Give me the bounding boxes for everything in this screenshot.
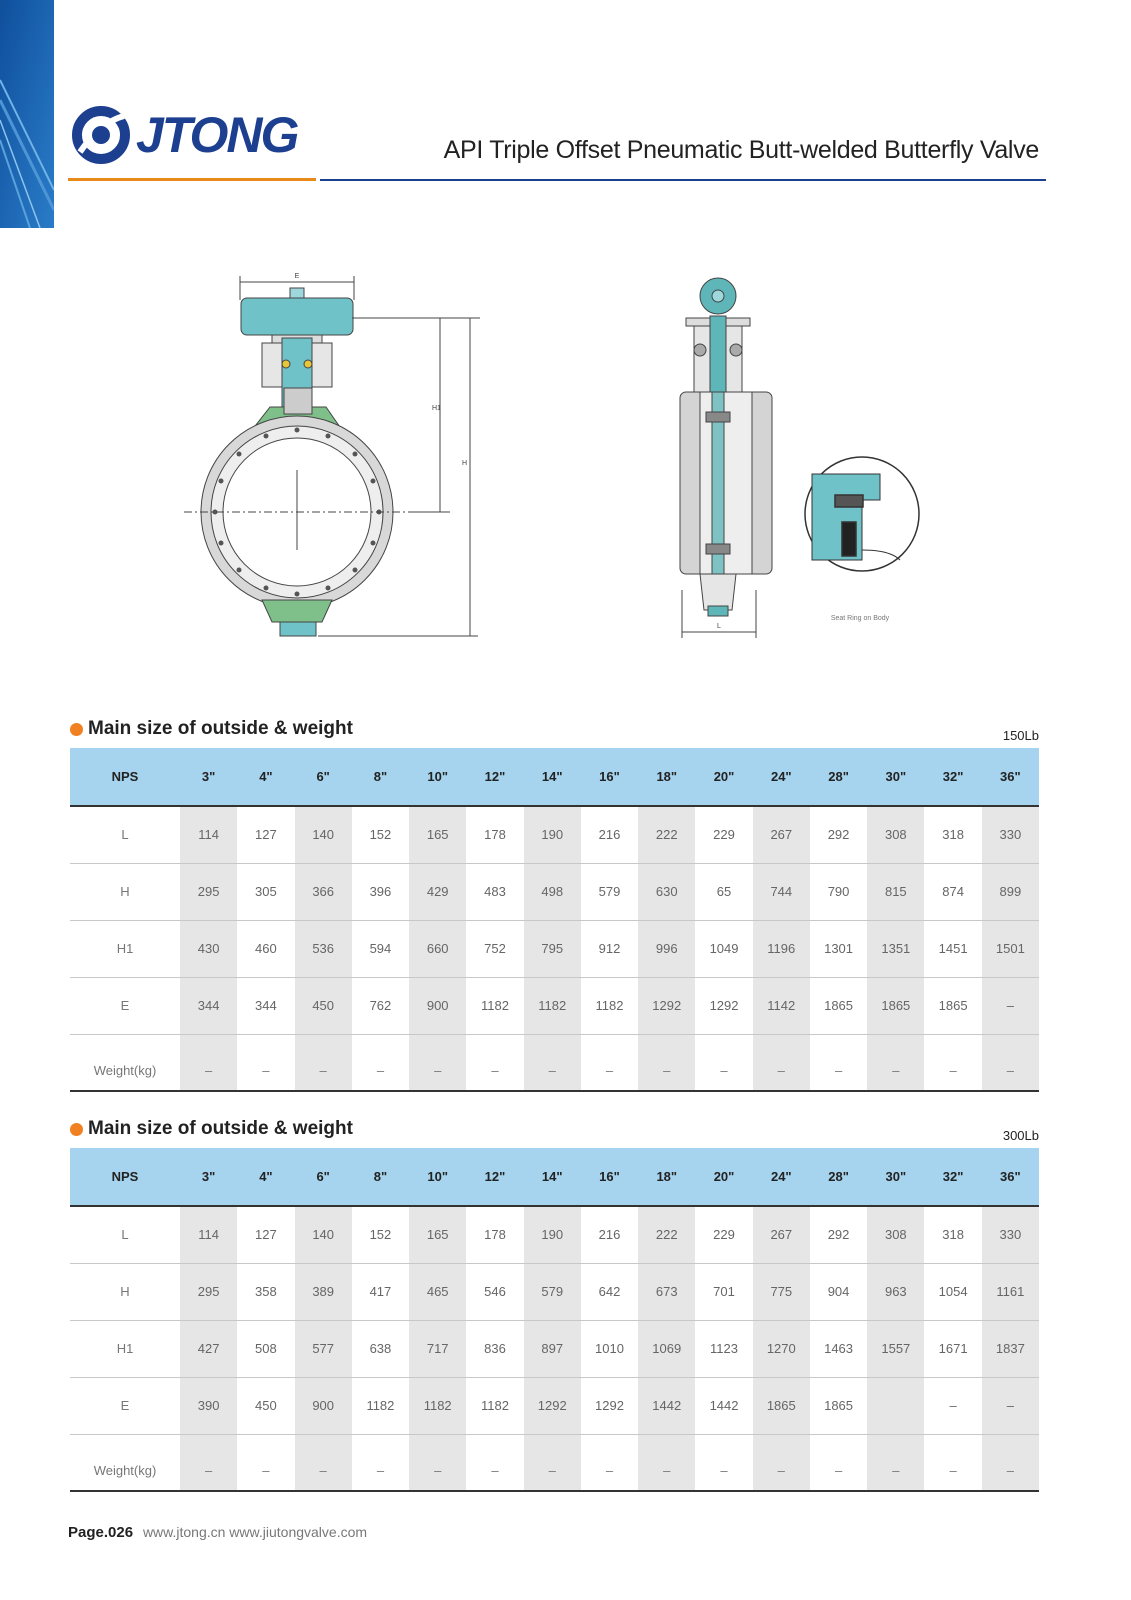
table-cell: 1292 bbox=[524, 1377, 581, 1434]
table-cell: 904 bbox=[827, 1284, 850, 1299]
detail-caption: Seat Ring on Body bbox=[830, 615, 890, 622]
table-cell: – bbox=[638, 1434, 695, 1491]
table-cell: 717 bbox=[409, 1320, 466, 1377]
table-cell: – bbox=[753, 1434, 810, 1491]
table-cell: – bbox=[867, 1034, 924, 1091]
table-cell: 165 bbox=[409, 1206, 466, 1263]
table-cell: 1182 bbox=[480, 1398, 509, 1413]
table-cell: 1301 bbox=[824, 941, 854, 956]
table-cell: – bbox=[949, 1063, 957, 1078]
nps-header: NPS bbox=[70, 1148, 180, 1206]
table-cell: 579 bbox=[598, 884, 621, 899]
table-cell: – bbox=[409, 1434, 466, 1491]
dim-e-label: E bbox=[294, 273, 300, 280]
table-cell: 190 bbox=[524, 806, 581, 863]
size-column-header: 12" bbox=[466, 748, 523, 806]
table-cell: 836 bbox=[484, 1341, 506, 1356]
page-footer bbox=[68, 1524, 367, 1541]
table-cell: 579 bbox=[524, 1263, 581, 1320]
table-cell: – bbox=[720, 1063, 728, 1078]
table-cell: 900 bbox=[295, 1377, 352, 1434]
size-column-header: 6" bbox=[295, 1148, 352, 1206]
row-label: L bbox=[70, 1206, 180, 1263]
table-cell: 1451 bbox=[938, 941, 968, 956]
table-cell: 673 bbox=[638, 1263, 695, 1320]
table-cell: 897 bbox=[524, 1320, 581, 1377]
table-row bbox=[70, 863, 1039, 920]
table-cell: – bbox=[982, 1034, 1039, 1091]
table-cell: 744 bbox=[753, 863, 810, 920]
table-cell: 1837 bbox=[982, 1320, 1039, 1377]
table-cell: – bbox=[524, 1434, 581, 1491]
table-cell: – bbox=[180, 1034, 237, 1091]
table-cell: 292 bbox=[827, 1227, 850, 1243]
row-label: H1 bbox=[70, 920, 180, 977]
table-cell: 508 bbox=[255, 1341, 277, 1356]
table-row bbox=[70, 1377, 1039, 1434]
table-cell: 1161 bbox=[982, 1263, 1039, 1320]
table-cell: 701 bbox=[713, 1284, 735, 1299]
table-cell: 1463 bbox=[824, 1341, 854, 1356]
table-cell: 165 bbox=[409, 806, 466, 863]
table-cell: 1049 bbox=[709, 941, 739, 956]
table-cell: – bbox=[180, 1434, 237, 1491]
table-cell: 318 bbox=[942, 827, 964, 843]
table-cell: 295 bbox=[180, 1263, 237, 1320]
table-cell: – bbox=[982, 1434, 1039, 1491]
table-cell: 1196 bbox=[753, 920, 810, 977]
table-cell: 267 bbox=[753, 806, 810, 863]
table-cell: 1182 bbox=[524, 977, 581, 1034]
size-column-header: 30" bbox=[867, 1148, 924, 1206]
table-cell: 216 bbox=[598, 1227, 621, 1243]
bullet-dot-icon bbox=[70, 1123, 83, 1136]
size-column-header: 28" bbox=[810, 1148, 867, 1206]
table-cell: – bbox=[982, 977, 1039, 1034]
dim-h1-label: H1 bbox=[432, 405, 441, 412]
table-cell: 630 bbox=[638, 863, 695, 920]
table-cell: 1865 bbox=[867, 977, 924, 1034]
table-cell: – bbox=[376, 1463, 385, 1478]
section-title-150: Main size of outside & weight bbox=[70, 718, 353, 740]
table-cell: 594 bbox=[369, 941, 392, 956]
size-column-header: 36" bbox=[982, 748, 1039, 806]
table-cell: 140 bbox=[295, 1206, 352, 1263]
table-row bbox=[70, 977, 1039, 1034]
footer-urls: www.jtong.cn www.jiutongvalve.com bbox=[142, 1524, 368, 1540]
table-cell: 417 bbox=[369, 1284, 392, 1299]
rating-300: 300Lb bbox=[1002, 1128, 1039, 1143]
table-row bbox=[70, 1434, 1039, 1491]
spec-table-300lb bbox=[70, 1148, 1039, 1492]
size-column-header: 24" bbox=[753, 1148, 810, 1206]
size-column-header: 6" bbox=[295, 748, 352, 806]
table-cell: 1123 bbox=[710, 1341, 738, 1356]
table-cell: – bbox=[982, 1377, 1039, 1434]
table-cell: 1182 bbox=[409, 1377, 466, 1434]
table-cell: 308 bbox=[867, 806, 924, 863]
table-cell: 140 bbox=[295, 806, 352, 863]
row-label: Weight(kg) bbox=[70, 1034, 180, 1091]
table-cell: 638 bbox=[369, 1341, 392, 1356]
table-cell: 900 bbox=[409, 977, 466, 1034]
table-cell: 874 bbox=[942, 884, 964, 899]
table-cell: – bbox=[491, 1463, 499, 1478]
table-cell: 229 bbox=[713, 1227, 735, 1243]
table-row bbox=[70, 1263, 1039, 1320]
table-cell: 460 bbox=[255, 941, 277, 956]
section-title-300: Main size of outside & weight bbox=[70, 1118, 353, 1140]
size-column-header: 28" bbox=[810, 748, 867, 806]
table-row bbox=[70, 920, 1039, 977]
table-cell: 330 bbox=[982, 806, 1039, 863]
table-cell: 430 bbox=[180, 920, 237, 977]
row-label: Weight(kg) bbox=[70, 1434, 180, 1491]
table-cell: – bbox=[409, 1034, 466, 1091]
table-cell: 483 bbox=[484, 884, 506, 899]
table-cell: – bbox=[491, 1063, 499, 1078]
size-column-header: 14" bbox=[524, 748, 581, 806]
table-cell: 1270 bbox=[753, 1320, 810, 1377]
table-cell: – bbox=[295, 1434, 352, 1491]
table-cell: 660 bbox=[409, 920, 466, 977]
size-column-header: 16" bbox=[581, 1148, 638, 1206]
table-cell: 1054 bbox=[938, 1284, 968, 1299]
size-column-header: 32" bbox=[924, 748, 981, 806]
table-cell: 65 bbox=[716, 884, 732, 899]
table-cell: 450 bbox=[255, 1398, 277, 1413]
table-cell: – bbox=[262, 1463, 270, 1478]
table-cell: 1671 bbox=[938, 1341, 968, 1356]
table-cell: 305 bbox=[255, 884, 277, 899]
size-column-header: 3" bbox=[180, 1148, 237, 1206]
size-column-header: 8" bbox=[352, 1148, 409, 1206]
table-cell: 318 bbox=[942, 1227, 964, 1243]
table-cell: – bbox=[834, 1463, 843, 1478]
corner-decoration bbox=[0, 0, 54, 228]
table-cell: 178 bbox=[484, 827, 506, 843]
nps-header: NPS bbox=[70, 748, 180, 806]
size-column-header: 32" bbox=[924, 1148, 981, 1206]
table-cell: – bbox=[638, 1034, 695, 1091]
table-cell: 963 bbox=[867, 1263, 924, 1320]
size-column-header: 10" bbox=[409, 748, 466, 806]
front-view bbox=[184, 276, 480, 636]
table-cell: – bbox=[867, 1434, 924, 1491]
table-cell: 577 bbox=[295, 1320, 352, 1377]
table-cell: 1557 bbox=[867, 1320, 924, 1377]
table-cell bbox=[867, 1377, 924, 1434]
size-column-header: 20" bbox=[695, 1148, 752, 1206]
table-cell: 546 bbox=[484, 1284, 506, 1299]
size-column-header: 3" bbox=[180, 748, 237, 806]
table-cell: – bbox=[720, 1463, 728, 1478]
table-cell: 427 bbox=[180, 1320, 237, 1377]
table-cell: 344 bbox=[180, 977, 237, 1034]
table-cell: 1865 bbox=[753, 1377, 810, 1434]
table-cell: 366 bbox=[295, 863, 352, 920]
page-number: Page.026 bbox=[68, 1524, 134, 1541]
table-cell: 790 bbox=[827, 884, 850, 899]
size-column-header: 18" bbox=[638, 748, 695, 806]
table-cell: 330 bbox=[982, 1206, 1039, 1263]
size-column-header: 16" bbox=[581, 748, 638, 806]
brand-name: JTONG bbox=[136, 107, 298, 163]
table-cell: 114 bbox=[180, 1206, 237, 1263]
table-cell: 152 bbox=[369, 1227, 392, 1243]
size-column-header: 14" bbox=[524, 1148, 581, 1206]
table-cell: 178 bbox=[484, 1227, 506, 1243]
row-label: H1 bbox=[70, 1320, 180, 1377]
table-cell: 308 bbox=[867, 1206, 924, 1263]
dim-h-label: H bbox=[462, 460, 468, 467]
table-cell: 642 bbox=[598, 1284, 621, 1299]
table-cell: – bbox=[262, 1063, 270, 1078]
size-column-header: 4" bbox=[237, 748, 294, 806]
table-cell: 152 bbox=[369, 827, 392, 843]
table-cell: 127 bbox=[255, 827, 277, 843]
table-cell: 358 bbox=[255, 1284, 277, 1299]
table-cell: – bbox=[524, 1034, 581, 1091]
table-cell: 1865 bbox=[824, 998, 854, 1013]
size-column-header: 36" bbox=[982, 1148, 1039, 1206]
table-cell: 1142 bbox=[753, 977, 810, 1034]
table-cell: 1865 bbox=[938, 998, 968, 1013]
row-label: H bbox=[70, 1263, 180, 1320]
table-cell: 1010 bbox=[595, 1341, 624, 1356]
table-cell: 389 bbox=[295, 1263, 352, 1320]
size-column-header: 8" bbox=[352, 748, 409, 806]
table-cell: 775 bbox=[753, 1263, 810, 1320]
table-cell: 222 bbox=[638, 1206, 695, 1263]
table-cell: 1182 bbox=[595, 998, 624, 1013]
table-cell: 127 bbox=[255, 1227, 277, 1243]
table-cell: 1292 bbox=[709, 998, 739, 1013]
table-cell: 912 bbox=[598, 941, 621, 956]
size-column-header: 12" bbox=[466, 1148, 523, 1206]
size-column-header: 18" bbox=[638, 1148, 695, 1206]
table-cell: – bbox=[834, 1063, 843, 1078]
table-cell: 229 bbox=[713, 827, 735, 843]
table-cell: 1182 bbox=[480, 998, 509, 1013]
table-cell: 1292 bbox=[595, 1398, 624, 1413]
table-cell: 1351 bbox=[867, 920, 924, 977]
table-cell: 465 bbox=[409, 1263, 466, 1320]
table-cell: 1865 bbox=[824, 1398, 854, 1413]
table-row bbox=[70, 1320, 1039, 1377]
table-cell: – bbox=[949, 1463, 957, 1478]
table-cell: 292 bbox=[827, 827, 850, 843]
table-cell: 762 bbox=[369, 998, 392, 1013]
table-cell: 390 bbox=[180, 1377, 237, 1434]
table-cell: 815 bbox=[867, 863, 924, 920]
size-column-header: 24" bbox=[753, 748, 810, 806]
table-cell: 344 bbox=[255, 998, 277, 1013]
table-cell: 899 bbox=[982, 863, 1039, 920]
table-cell: 1442 bbox=[709, 1398, 739, 1413]
table-cell: 1182 bbox=[366, 1398, 395, 1413]
dim-l-label: L bbox=[717, 623, 721, 630]
row-label: E bbox=[70, 1377, 180, 1434]
seat-detail bbox=[805, 457, 919, 571]
header-rule bbox=[320, 179, 1046, 181]
table-cell: 752 bbox=[484, 941, 506, 956]
table-cell: 222 bbox=[638, 806, 695, 863]
table-row bbox=[70, 1034, 1039, 1091]
table-cell: 450 bbox=[295, 977, 352, 1034]
size-column-header: 30" bbox=[867, 748, 924, 806]
row-label: E bbox=[70, 977, 180, 1034]
table-cell: 267 bbox=[753, 1206, 810, 1263]
table-cell: 536 bbox=[295, 920, 352, 977]
size-column-header: 10" bbox=[409, 1148, 466, 1206]
brand-logo bbox=[68, 102, 297, 168]
table-cell: – bbox=[753, 1034, 810, 1091]
table-cell: – bbox=[376, 1063, 385, 1078]
row-label: L bbox=[70, 806, 180, 863]
document-title: API Triple Offset Pneumatic Butt-welded Butterfly Valve bbox=[443, 136, 1039, 164]
table-cell: 1501 bbox=[982, 920, 1039, 977]
table-cell: – bbox=[605, 1063, 614, 1078]
table-cell: – bbox=[295, 1034, 352, 1091]
bullet-dot-icon bbox=[70, 723, 83, 736]
row-label: H bbox=[70, 863, 180, 920]
table-row bbox=[70, 1206, 1039, 1263]
table-cell: 396 bbox=[369, 884, 392, 899]
table-cell: 114 bbox=[180, 806, 237, 863]
logo-swirl-icon bbox=[68, 102, 134, 168]
valve-drawing bbox=[0, 260, 1131, 670]
table-cell: 1069 bbox=[638, 1320, 695, 1377]
table-cell: 795 bbox=[524, 920, 581, 977]
table-cell: 1442 bbox=[638, 1377, 695, 1434]
side-view bbox=[680, 278, 772, 638]
table-row bbox=[70, 806, 1039, 863]
size-column-header: 4" bbox=[237, 1148, 294, 1206]
table-cell: – bbox=[605, 1463, 614, 1478]
rating-150: 150Lb bbox=[1002, 728, 1039, 743]
size-column-header: 20" bbox=[695, 748, 752, 806]
table-cell: 1292 bbox=[638, 977, 695, 1034]
table-cell: 498 bbox=[524, 863, 581, 920]
spec-table-150lb bbox=[70, 748, 1039, 1092]
table-cell: 429 bbox=[409, 863, 466, 920]
table-cell: 996 bbox=[638, 920, 695, 977]
table-cell: 216 bbox=[598, 827, 621, 843]
header-accent-line bbox=[68, 178, 316, 181]
table-cell: 190 bbox=[524, 1206, 581, 1263]
table-cell: 295 bbox=[180, 863, 237, 920]
table-cell: – bbox=[949, 1398, 957, 1413]
